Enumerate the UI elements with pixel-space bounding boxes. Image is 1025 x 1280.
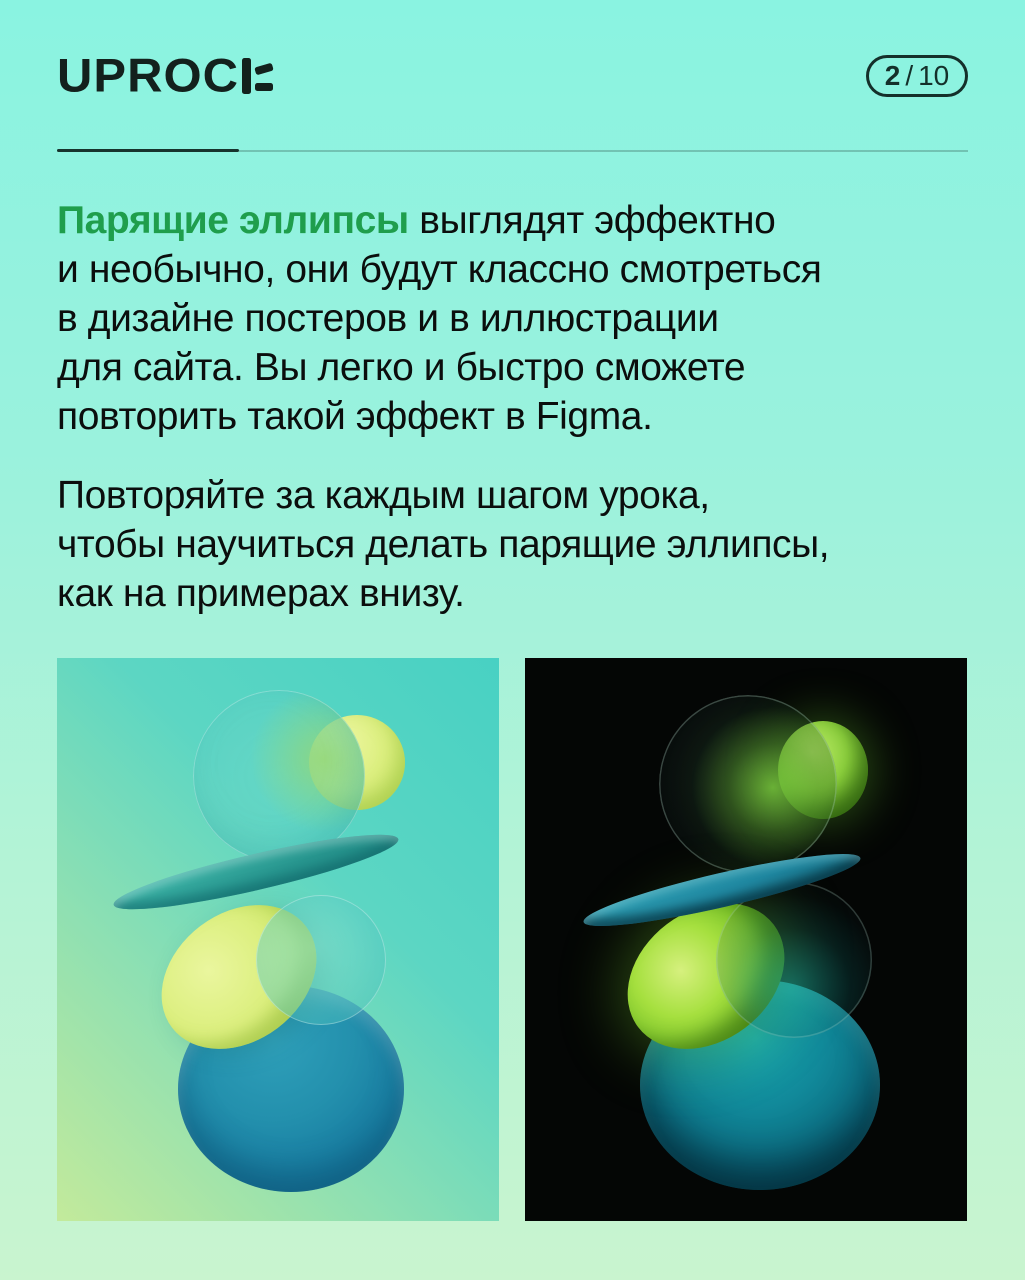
header	[57, 49, 968, 102]
page-counter-badge	[866, 55, 968, 97]
progress-rest-segment	[239, 150, 968, 152]
progress-done-segment	[57, 149, 239, 152]
brand-k-icon	[242, 58, 273, 94]
text-line: Повторяйте за каждым шагом урока,	[57, 474, 710, 517]
text-line: чтобы научиться делать парящие эллипсы,	[57, 523, 830, 566]
text-line: как на примерах внизу.	[57, 572, 465, 615]
text-line-rest: выглядят эффектно	[408, 199, 776, 242]
page-current: 2	[884, 60, 901, 91]
uprock-logo	[57, 49, 273, 102]
paragraph-intro	[57, 196, 968, 441]
glass-circle-icon	[193, 690, 365, 862]
text-line: повторить такой эффект в Figma.	[57, 395, 653, 438]
text-line	[57, 196, 968, 245]
glass-disc-icon	[256, 895, 386, 1025]
brand-name: UPROC	[57, 49, 239, 102]
text-line: и необычно, они будут классно смотреться	[57, 248, 822, 291]
text-line: в дизайне постеров и в иллюстрации	[57, 297, 719, 340]
example-image-light	[57, 658, 499, 1221]
text-line: для сайта. Вы легко и быстро сможете	[57, 346, 746, 389]
glass-disc-icon	[716, 882, 872, 1038]
glass-circle-icon	[659, 695, 837, 873]
page-separator: /	[905, 60, 914, 91]
progress-divider	[57, 149, 968, 152]
highlight-floating-ellipses: Парящие эллипсы	[57, 199, 409, 242]
paragraph-instruction	[57, 471, 968, 618]
page-total: 10	[918, 60, 950, 91]
example-image-dark	[525, 658, 967, 1221]
example-images-row	[57, 658, 968, 1221]
